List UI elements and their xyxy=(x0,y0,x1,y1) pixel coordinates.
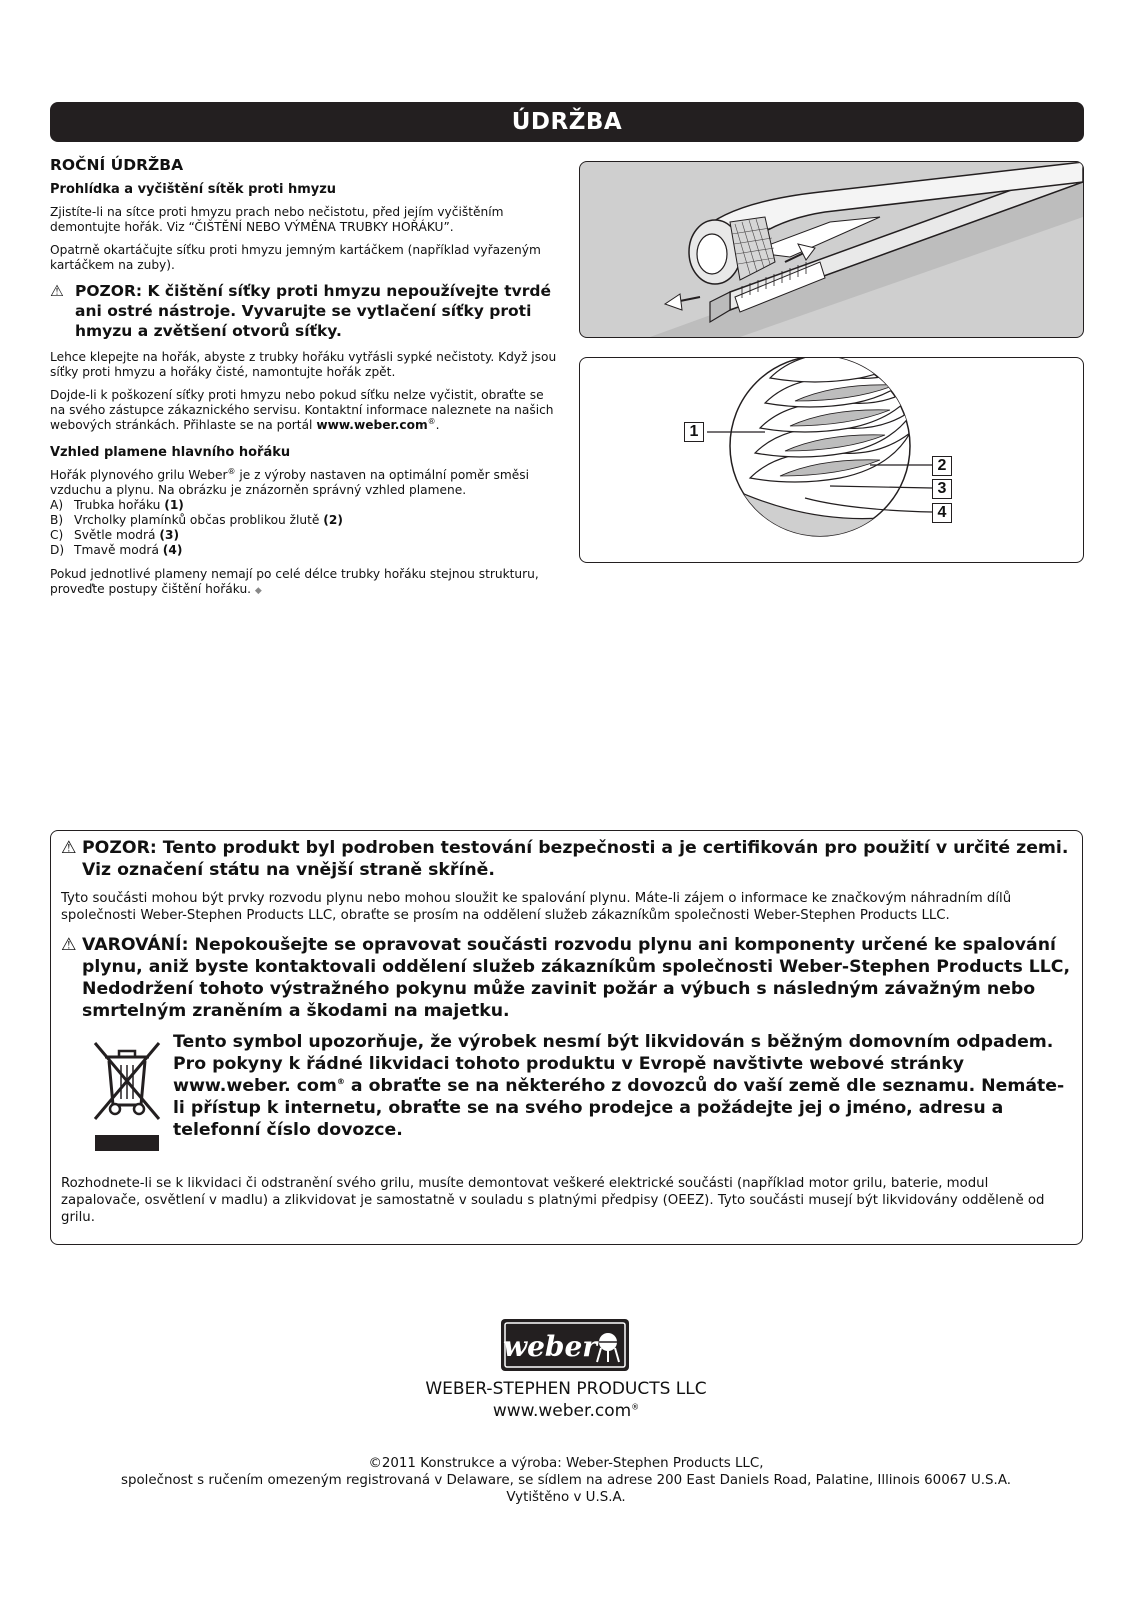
flame-legend-text: Světle modrá xyxy=(74,528,160,542)
flame-drawing xyxy=(580,358,1083,562)
flame-pattern-heading: Vzhled plamene hlavního hořáku xyxy=(50,445,291,460)
callout-4: 4 xyxy=(932,503,952,523)
flame-para-1-b: je z výroby nastaven na optimální poměr směsi vzduchu a plynu. Na obrázku je znázorněn správný vzhled plamene. xyxy=(50,468,530,497)
flame-legend-item xyxy=(50,498,560,513)
insect-screen-para-1: Zjistíte-li na sítce proti hmyzu prach nebo nečistotu, před jejím vyčištěním demontujte hořák. Viz “ČIŠTĚNÍ NEBO VÝMĚNA TRUBKY HOŘÁKU”. xyxy=(50,205,504,234)
flame-legend-text: Tmavě modrá xyxy=(74,543,163,557)
section-banner xyxy=(50,102,1084,142)
insect-screen-brushing-illustration xyxy=(579,161,1084,338)
weee-text-b: a obraťte se na některého z dovozců do vaší země dle seznamu. Nemáte-li přístup k internetu, obraťte se na svého prodejce a požádejte jej o jméno, adresu a telefonní číslo dovozce. xyxy=(173,1076,1065,1140)
company-website-line xyxy=(0,1400,1132,1422)
logo-wordmark: weber xyxy=(502,1330,598,1363)
registered-mark: ® xyxy=(631,1402,640,1412)
warning-icon: ⚠ xyxy=(61,935,77,955)
company-block xyxy=(0,1378,1132,1422)
flame-pattern-para-2 xyxy=(50,567,560,599)
flame-legend-ref: (2) xyxy=(323,513,343,527)
end-mark-icon: ◆ xyxy=(254,586,262,596)
copyright-block xyxy=(0,1455,1132,1506)
flame-legend-ref: (4) xyxy=(162,543,183,557)
gas-parts-paragraph: Tyto součásti mohou být prvky rozvodu plynu nebo mohou sloužit ke spalování plynu. Máte-li zájem o informace ke značkovým náhradním dílů společnosti Weber-Stephen Products LLC, obraťte se prosím na oddělení služeb zákazníkům společnosti Weber-Stephen Products LLC. xyxy=(61,891,1012,923)
flame-para-1-a: Hořák plynového grilu Weber xyxy=(50,468,228,482)
flame-legend-text: Trubka hořáku xyxy=(74,498,165,512)
registered-mark: ® xyxy=(336,1077,345,1087)
certification-caution-text: POZOR: Tento produkt byl podroben testování bezpečnosti a je certifikován pro použití v určité zemi. Viz označení státu na vnější straně skříně. xyxy=(82,838,1069,880)
insect-screen-caution xyxy=(50,281,560,341)
copyright-line-2: společnost s ručením omezeným registrovaná v Delaware, se sídlem na adrese 200 East Daniels Road, Palatine, Illinois 60067 U.S.A. xyxy=(121,1473,1011,1488)
disposal-paragraph: Rozhodnete-li se k likvidaci či odstranění svého grilu, musíte demontovat veškeré elektrické součásti (například motor grilu, baterie, modul zapalovače, osvětlení v madlu) a zlikvidovat je samostatně v souladu s platnými předpisy (OEEZ). Tyto součásti musejí být likvidovány odděleně od grilu. xyxy=(61,1176,1045,1225)
weee-text-a: Tento symbol upozorňuje, že výrobek nesmí být likvidován s běžným domovním odpadem. Pro pokyny k řádné likvidaci tohoto produktu v Evropě navštivte webové stránky www.weber. com xyxy=(173,1032,1054,1096)
certification-caution xyxy=(61,837,1071,881)
company-name: WEBER-STEPHEN PRODUCTS LLC xyxy=(425,1379,707,1399)
callout-2: 2 xyxy=(932,456,952,476)
insect-screen-para-4-text: Dojde-li k poškození síťky proti hmyzu nebo pokud síťku nelze vyčistit, obraťte se na svého zástupce zákaznického servisu. Kontaktní informace naleznete na našich webových stránkách. Přihlaste se na portál xyxy=(50,388,554,432)
warning-icon: ⚠ xyxy=(50,282,64,300)
insect-screen-para-4 xyxy=(50,388,560,433)
weee-section xyxy=(61,1031,1071,1165)
weber-logo xyxy=(500,1318,630,1372)
insect-screen-heading: Prohlídka a vyčištění sítěk proti hmyzu xyxy=(50,182,337,197)
flame-legend-item xyxy=(50,543,560,558)
repair-warning-text: VAROVÁNÍ: Nepokoušejte se opravovat součásti rozvodu plynu ani komponenty určené ke spalování plynu, aniž byste kontaktovali oddělení služeb zákazníkům společnosti Weber-Stephen Products LLC, Nedodržení tohoto výstražného pokynu může zavinit požár a výbuch s následným závažným nebo smrtelným zraněním a škodami na majetku. xyxy=(82,935,1071,1021)
registered-mark: ® xyxy=(427,416,436,426)
insect-screen-para-3: Lehce klepejte na hořák, abyste z trubky hořáku vytřásli sypké nečistoty. Když jsou síťky proti hmyzu a hořáky čisté, namontujte hořák zpět. xyxy=(50,350,557,379)
warning-icon: ⚠ xyxy=(61,838,77,858)
flame-legend-letter: A) xyxy=(50,498,64,512)
weee-text xyxy=(173,1031,1073,1141)
brushing-drawing xyxy=(580,162,1083,337)
insect-screen-caution-text: POZOR: K čištění síťky proti hmyzu nepoužívejte tvrdé ani ostré nástroje. Vyvarujte se vytlačení síťky proti hmyzu a zvětšení otvorů síťky. xyxy=(75,282,551,340)
flame-para-2-text: Pokud jednotlivé plameny nemají po celé délce trubky hořáku stejnou strukturu, proveďte postupy čištění hořáku. xyxy=(50,567,539,596)
flame-pattern-para-1 xyxy=(50,468,560,498)
safety-notice-box xyxy=(50,830,1083,1245)
copyright-line-3: Vytištěno v U.S.A. xyxy=(506,1490,626,1505)
period: . xyxy=(435,418,440,432)
flame-legend-item xyxy=(50,513,560,528)
company-website[interactable]: www.weber.com xyxy=(492,1401,632,1421)
flame-legend-text: Vrcholky plamínků občas problikou žlutě xyxy=(74,513,324,527)
copyright-line-1: ©2011 Konstrukce a výroba: Weber-Stephen Products LLC, xyxy=(368,1456,764,1471)
insect-screen-para-2: Opatrně okartáčujte síťku proti hmyzu jemným kartáčkem (například vyřazeným kartáčkem na zuby). xyxy=(50,243,541,272)
flame-legend-list xyxy=(50,498,560,558)
registered-mark: ® xyxy=(227,466,236,476)
repair-warning xyxy=(61,934,1071,1022)
section-title: ÚDRŽBA xyxy=(511,109,623,135)
weber-website-link[interactable]: www.weber.com xyxy=(316,418,428,432)
callout-1: 1 xyxy=(684,422,704,442)
crossed-out-bin-icon xyxy=(91,1035,163,1153)
flame-legend-letter: B) xyxy=(50,513,64,527)
callout-3: 3 xyxy=(932,479,952,499)
flame-legend-item xyxy=(50,528,560,543)
flame-legend-letter: C) xyxy=(50,528,64,542)
flame-legend-letter: D) xyxy=(50,543,65,557)
flame-legend-ref: (3) xyxy=(159,528,180,542)
flame-legend-ref: (1) xyxy=(164,498,184,512)
flame-pattern-illustration xyxy=(579,357,1084,563)
annual-maintenance-column xyxy=(50,158,560,607)
annual-maintenance-heading: ROČNÍ ÚDRŽBA xyxy=(50,156,184,174)
